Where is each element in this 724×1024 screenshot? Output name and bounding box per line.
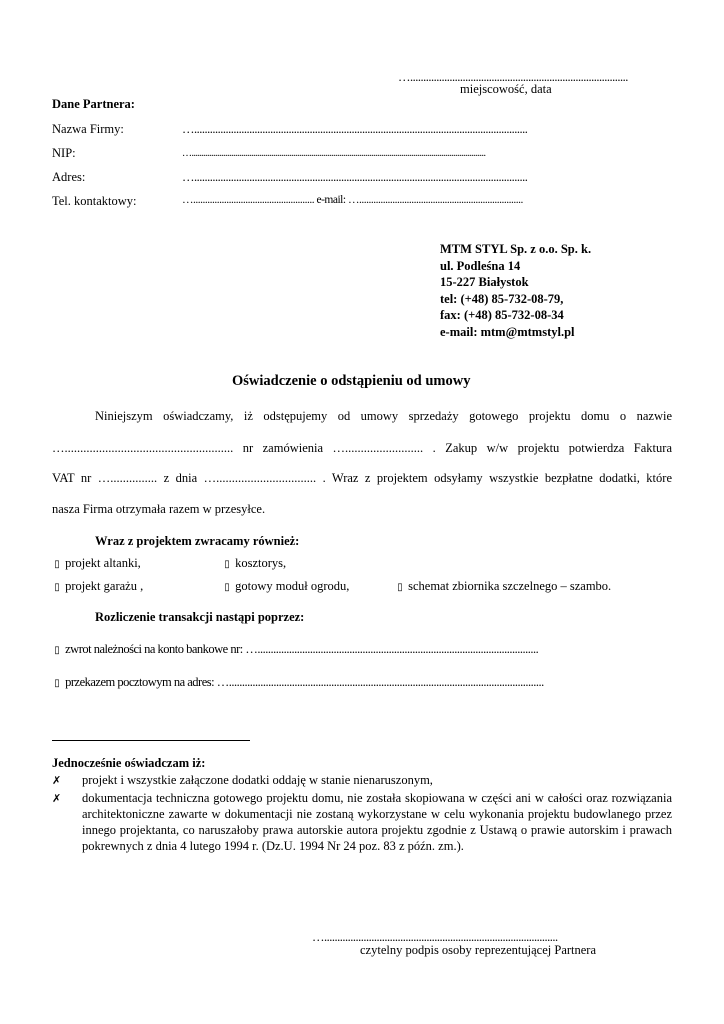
- checkbox-icon[interactable]: ▯: [397, 582, 403, 593]
- partner-heading: Dane Partnera:: [52, 97, 135, 111]
- return-item-szambo[interactable]: [395, 579, 611, 594]
- body-line-2[interactable]: …...................................................... nr zamówienia …......................... . Zakup w/w projektu potwierdza Faktura: [52, 441, 672, 455]
- cross-mark-icon: ✗: [52, 792, 62, 805]
- company-street: ul. Podleśna 14: [440, 258, 521, 273]
- return-item-ogrod-label: gotowy moduł ogrodu,: [235, 579, 350, 593]
- company-tel: tel: (+48) 85-732-08-79,: [440, 291, 564, 306]
- return-item-altanka-label: projekt altanki,: [65, 556, 141, 570]
- settlement-heading: Rozliczenie transakcji nastąpi poprzez:: [95, 610, 305, 624]
- company-city: 15-227 Białystok: [440, 275, 529, 289]
- checkbox-icon[interactable]: ▯: [54, 678, 60, 689]
- postal-address-field[interactable]: przekazem pocztowym na adres: …........................................................................................................................: [65, 675, 544, 689]
- signature-label: czytelny podpis osoby reprezentującej Partnera: [360, 943, 597, 957]
- company-name-field[interactable]: …...............................................................................................................................: [182, 122, 528, 136]
- body-line-3[interactable]: VAT nr …............... z dnia …................................ . Wraz z projektem odsyłamy wszystkie bezpłatne dodatki, które: [52, 471, 672, 485]
- body-line-1: Niniejszym oświadczamy, iż odstępujemy od umowy sprzedaży gotowego projektu domu o nazwie: [95, 409, 672, 423]
- declaration-item-1: projekt i wszystkie załączone dodatki oddaję w stanie nienaruszonym,: [82, 773, 433, 787]
- settlement-bank[interactable]: [52, 642, 538, 657]
- company-address-block: [440, 241, 591, 340]
- return-item-kosztorys-label: kosztorys,: [235, 556, 287, 570]
- nip-label: NIP:: [52, 146, 76, 160]
- bank-account-field[interactable]: zwrot należności na konto bankowe nr: …...........................................................................................................: [65, 642, 539, 656]
- return-item-ogrod[interactable]: [222, 579, 349, 594]
- nip-field[interactable]: …...................................................................................................................................................: [182, 148, 486, 159]
- checkbox-icon[interactable]: ▯: [54, 645, 60, 656]
- body-line-4: nasza Firma otrzymała razem w przesyłce.: [52, 502, 266, 516]
- page-title: Oświadczenie o odstąpieniu od umowy: [232, 373, 471, 389]
- signature-dots[interactable]: ….........................................................................................: [312, 930, 558, 944]
- return-item-kosztorys[interactable]: [222, 556, 286, 571]
- checkbox-icon[interactable]: ▯: [54, 582, 60, 593]
- phone-label: Tel. kontaktowy:: [52, 194, 137, 208]
- declaration-item-2: dokumentacja techniczna gotowego projektu domu, nie została skopiowana w części ani w całości oraz rozwiązania architektoniczne zawarte w dokumentacji nie zostaną wykorzystane w celu wykonania projektu budowlanego przez innego projektanta, co naruszałoby prawa autorskie autora projektu zgodnie z Ustawą o prawie autorskim i prawach pokrewnych z dnia 4 lutego 1994 r. (Dz.U. 1994 Nr 24 poz. 83 z późn. zm.).: [82, 791, 672, 853]
- phone-email-field[interactable]: …................................................... e-mail: ….....................................................................: [182, 194, 523, 206]
- company-name-label: Nazwa Firmy:: [52, 122, 124, 136]
- divider: [52, 740, 250, 741]
- settlement-postal[interactable]: [52, 675, 544, 690]
- company-fax: fax: (+48) 85-732-08-34: [440, 308, 564, 322]
- return-item-garaz-label: projekt garażu ,: [65, 579, 144, 593]
- place-date-label: miejscowość, data: [460, 82, 552, 96]
- address-label: Adres:: [52, 170, 86, 184]
- company-email: e-mail: mtm@mtmstyl.pl: [440, 324, 575, 339]
- return-item-szambo-label: schemat zbiornika szczelnego – szambo.: [408, 579, 612, 593]
- place-date-dots[interactable]: …...................................................................................: [398, 70, 628, 84]
- checkbox-icon[interactable]: ▯: [54, 559, 60, 570]
- returns-heading: Wraz z projektem zwracamy również:: [95, 534, 300, 548]
- return-item-garaz[interactable]: [52, 579, 143, 594]
- return-item-altanka[interactable]: [52, 556, 141, 571]
- address-field[interactable]: …...............................................................................................................................: [182, 170, 528, 184]
- cross-mark-icon: ✗: [52, 774, 62, 787]
- checkbox-icon[interactable]: ▯: [224, 559, 230, 570]
- company-name: MTM STYL Sp. z o.o. Sp. k.: [440, 242, 592, 256]
- declaration-heading: Jednocześnie oświadczam iż:: [52, 756, 206, 770]
- checkbox-icon[interactable]: ▯: [224, 582, 230, 593]
